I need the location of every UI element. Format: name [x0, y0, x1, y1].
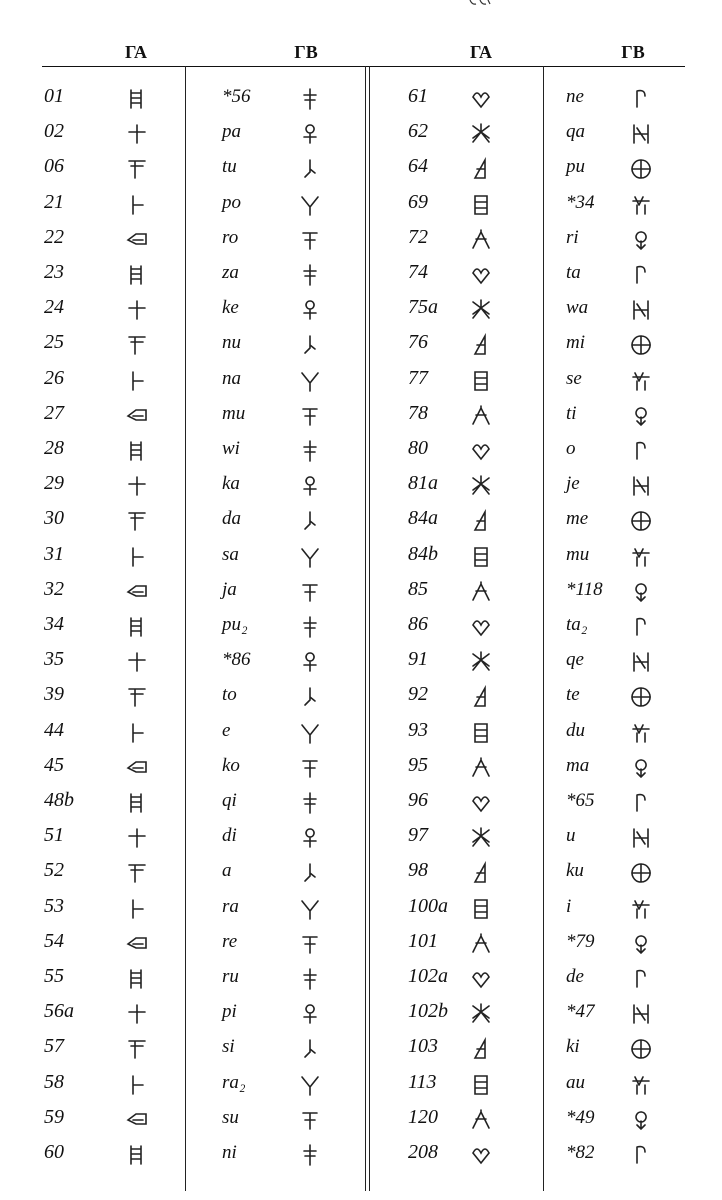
- linear-b-glyph: [622, 1065, 660, 1100]
- linear-a-glyph: [462, 431, 500, 466]
- linear-a-glyph: [118, 924, 156, 959]
- linear-b-glyph: [291, 677, 329, 712]
- sign-number-linear-a: 48b: [44, 789, 74, 811]
- table-row: [0, 220, 722, 255]
- table-row: [0, 853, 722, 888]
- linear-b-glyph: [291, 713, 329, 748]
- linear-b-glyph: [622, 607, 660, 642]
- linear-a-glyph: [462, 466, 500, 501]
- sign-value-linear-b: ku: [566, 860, 584, 882]
- table-row: [0, 79, 722, 114]
- sign-value-linear-b: tu: [222, 156, 237, 178]
- table-row: [0, 1135, 722, 1170]
- sign-value-linear-b: qi: [222, 790, 237, 811]
- sign-value-linear-b: te: [566, 684, 580, 706]
- linear-a-glyph: [118, 466, 156, 501]
- linear-b-glyph: [291, 220, 329, 255]
- linear-b-glyph: [622, 290, 660, 325]
- table-row: [0, 114, 722, 149]
- linear-a-glyph: [462, 396, 500, 431]
- sign-number-linear-a: 58: [44, 1070, 64, 1093]
- linear-b-glyph: [622, 1135, 660, 1170]
- table-row: [0, 1029, 722, 1064]
- linear-b-glyph: [622, 325, 660, 360]
- sign-number-linear-a: 102a: [408, 965, 448, 987]
- table-row: [0, 255, 722, 290]
- table-row: [0, 396, 722, 431]
- sign-number-linear-a: 95: [408, 753, 428, 776]
- sign-number-linear-a: 103: [408, 1035, 438, 1058]
- sign-value-linear-b: to: [222, 684, 237, 706]
- table-row: [0, 572, 722, 607]
- linear-a-glyph: [462, 290, 500, 325]
- linear-b-glyph: [291, 537, 329, 572]
- sign-value-linear-b: mi: [566, 332, 585, 354]
- linear-b-glyph: [622, 149, 660, 184]
- linear-a-glyph: [462, 220, 500, 255]
- sign-value-linear-b: *56: [222, 86, 251, 107]
- sign-value-linear-b: *79: [566, 930, 595, 952]
- sign-number-linear-a: 54: [44, 929, 64, 952]
- linear-b-glyph: [622, 783, 660, 818]
- sign-value-linear-b: pa: [222, 121, 241, 143]
- linear-b-glyph: [622, 677, 660, 712]
- sign-value-linear-b: ki: [566, 1036, 580, 1058]
- sign-number-linear-a: 208: [408, 1141, 438, 1163]
- sign-value-linear-b: *86: [222, 649, 251, 671]
- sign-value-linear-b: me: [566, 508, 589, 530]
- linear-b-glyph: [622, 185, 660, 220]
- linear-a-glyph: [462, 642, 500, 677]
- sign-value-linear-b: wa: [566, 297, 589, 319]
- linear-a-glyph: [462, 255, 500, 290]
- linear-a-glyph: [462, 1100, 500, 1135]
- table-row: [0, 501, 722, 536]
- linear-a-glyph: [118, 1065, 156, 1100]
- linear-a-glyph: [118, 220, 156, 255]
- sign-value-linear-b: ne: [566, 86, 584, 107]
- sign-number-linear-a: 62: [408, 120, 428, 143]
- linear-a-glyph: [462, 818, 500, 853]
- linear-a-glyph: [118, 290, 156, 325]
- linear-a-glyph: [462, 607, 500, 642]
- sign-number-linear-a: 52: [44, 859, 64, 882]
- linear-b-glyph: [291, 325, 329, 360]
- page-number-fragment: [468, 0, 492, 6]
- sign-number-linear-a: 84b: [408, 542, 438, 565]
- sign-number-linear-a: 23: [44, 261, 64, 283]
- sign-value-linear-b: wi: [222, 438, 240, 459]
- sign-number-linear-a: 120: [408, 1105, 438, 1128]
- sign-value-linear-b: di: [222, 825, 237, 847]
- sign-value-linear-b: *49: [566, 1106, 595, 1128]
- header-rule: [42, 66, 685, 67]
- linear-b-glyph: [291, 114, 329, 149]
- sign-value-linear-b: na: [222, 367, 241, 389]
- linear-b-glyph: [622, 537, 660, 572]
- sign-number-linear-a: 44: [44, 718, 64, 741]
- linear-a-glyph: [462, 361, 500, 396]
- sign-value-linear-b: du: [566, 719, 585, 741]
- linear-a-glyph: [118, 783, 156, 818]
- sign-value-linear-b: ti: [566, 402, 577, 424]
- sign-number-linear-a: 100a: [408, 894, 448, 917]
- sign-value-linear-b: ro: [222, 226, 239, 248]
- sign-number-linear-a: 72: [408, 225, 428, 248]
- linear-a-glyph: [462, 149, 500, 184]
- table-row: [0, 361, 722, 396]
- table-row: [0, 325, 722, 360]
- linear-a-glyph: [462, 677, 500, 712]
- sign-value-linear-b: pu: [566, 156, 585, 178]
- linear-a-glyph: [462, 501, 500, 536]
- sign-number-linear-a: 64: [408, 155, 428, 178]
- table-row: [0, 713, 722, 748]
- linear-b-glyph: [622, 642, 660, 677]
- table-row: [0, 959, 722, 994]
- sign-number-linear-a: 101: [408, 929, 438, 952]
- sign-number-linear-a: 06: [44, 155, 64, 178]
- sign-value-linear-b: ra: [222, 895, 239, 917]
- sign-number-linear-a: 24: [44, 296, 64, 319]
- linear-b-glyph: [291, 959, 329, 994]
- linear-b-glyph: [622, 924, 660, 959]
- linear-b-glyph: [622, 361, 660, 396]
- sign-number-linear-a: 55: [44, 965, 64, 987]
- linear-b-glyph: [291, 361, 329, 396]
- linear-b-glyph: [291, 431, 329, 466]
- linear-a-glyph: [118, 818, 156, 853]
- sign-value-linear-b: re: [222, 930, 238, 952]
- sign-value-linear-b: ja: [222, 578, 237, 600]
- sign-number-linear-a: 32: [44, 577, 64, 600]
- table-row: [0, 290, 722, 325]
- sign-number-linear-a: 80: [408, 437, 428, 459]
- sign-value-linear-b: ka: [222, 473, 240, 495]
- sign-value-linear-b: *118: [566, 578, 603, 600]
- linear-b-glyph: [622, 1029, 660, 1064]
- sign-value-linear-b: i: [566, 895, 572, 917]
- linear-a-glyph: [462, 748, 500, 783]
- linear-b-glyph: [622, 853, 660, 888]
- sign-number-linear-a: 21: [44, 190, 64, 213]
- sign-number-linear-a: 74: [408, 261, 428, 283]
- table-row: [0, 889, 722, 924]
- sign-value-linear-b: se: [566, 367, 582, 389]
- sign-value-linear-b: ri: [566, 226, 579, 248]
- linear-b-glyph: [291, 818, 329, 853]
- linear-b-glyph: [291, 290, 329, 325]
- linear-a-glyph: [462, 1029, 500, 1064]
- linear-b-glyph: [622, 572, 660, 607]
- sign-value-linear-b: nu: [222, 332, 241, 354]
- sign-value-linear-b: ke: [222, 297, 239, 319]
- linear-a-glyph: [462, 853, 500, 888]
- table-row: [0, 642, 722, 677]
- linear-a-glyph: [118, 994, 156, 1029]
- sign-number-linear-a: 25: [44, 331, 64, 354]
- linear-a-glyph: [118, 185, 156, 220]
- linear-a-glyph: [118, 537, 156, 572]
- linear-b-glyph: [291, 149, 329, 184]
- sign-value-linear-b: e: [222, 719, 231, 741]
- sign-number-linear-a: 86: [408, 613, 428, 635]
- linear-a-glyph: [462, 783, 500, 818]
- sign-value-linear-b: mu: [566, 543, 590, 565]
- linear-b-glyph: [622, 431, 660, 466]
- table-row: [0, 783, 722, 818]
- sign-number-linear-a: 75a: [408, 296, 438, 319]
- table-row: [0, 994, 722, 1029]
- sign-number-linear-a: 78: [408, 401, 428, 424]
- sign-value-linear-b: mu: [222, 402, 246, 424]
- linear-a-glyph: [462, 713, 500, 748]
- sign-number-linear-a: 77: [408, 366, 428, 389]
- sign-number-linear-a: 01: [44, 85, 64, 107]
- sign-number-linear-a: 81a: [408, 472, 438, 495]
- linear-b-glyph: [622, 748, 660, 783]
- sign-number-linear-a: 34: [44, 613, 64, 635]
- sign-value-linear-b: pi: [222, 1001, 237, 1023]
- header-linear-b-left: ΓΒ: [294, 42, 318, 62]
- linear-a-glyph: [462, 959, 500, 994]
- table-row: [0, 537, 722, 572]
- linear-b-glyph: [291, 501, 329, 536]
- table-row: [0, 149, 722, 184]
- linear-b-glyph: [622, 818, 660, 853]
- linear-a-glyph: [118, 677, 156, 712]
- linear-a-glyph: [118, 501, 156, 536]
- linear-a-glyph: [118, 325, 156, 360]
- sign-number-linear-a: 91: [408, 648, 428, 671]
- linear-a-glyph: [462, 185, 500, 220]
- sign-number-linear-a: 27: [44, 401, 64, 424]
- sign-value-linear-b: *82: [566, 1142, 595, 1163]
- linear-a-glyph: [462, 572, 500, 607]
- sign-value-linear-b: sa: [222, 543, 239, 565]
- linear-a-glyph: [118, 748, 156, 783]
- linear-a-glyph: [118, 572, 156, 607]
- linear-b-glyph: [291, 255, 329, 290]
- linear-a-glyph: [118, 79, 156, 114]
- linear-b-glyph: [291, 466, 329, 501]
- linear-b-glyph: [291, 396, 329, 431]
- sign-value-linear-b: ko: [222, 754, 240, 776]
- linear-b-glyph: [291, 994, 329, 1029]
- sign-value-linear-b: ra₂: [222, 1071, 246, 1093]
- linear-b-glyph: [622, 466, 660, 501]
- sign-number-linear-a: 85: [408, 577, 428, 600]
- sign-value-linear-b: de: [566, 966, 584, 987]
- sign-number-linear-a: 97: [408, 824, 428, 847]
- sign-value-linear-b: *47: [566, 1001, 595, 1023]
- table-row: [0, 466, 722, 501]
- linear-a-glyph: [462, 325, 500, 360]
- sign-value-linear-b: a: [222, 860, 232, 882]
- linear-b-glyph: [291, 748, 329, 783]
- sign-number-linear-a: 31: [44, 542, 64, 565]
- table-row: [0, 677, 722, 712]
- sign-value-linear-b: ru: [222, 966, 239, 987]
- sign-number-linear-a: 26: [44, 366, 64, 389]
- sign-value-linear-b: ta₂: [566, 614, 588, 635]
- linear-a-glyph: [118, 114, 156, 149]
- sign-value-linear-b: au: [566, 1071, 585, 1093]
- linear-a-glyph: [118, 149, 156, 184]
- sign-number-linear-a: 51: [44, 824, 64, 847]
- table-row: [0, 431, 722, 466]
- linear-a-glyph: [118, 713, 156, 748]
- linear-b-glyph: [622, 713, 660, 748]
- linear-a-glyph: [462, 1065, 500, 1100]
- linear-b-glyph: [291, 783, 329, 818]
- sign-value-linear-b: za: [222, 262, 239, 283]
- sign-number-linear-a: 45: [44, 753, 64, 776]
- linear-b-glyph: [291, 1065, 329, 1100]
- linear-a-glyph: [118, 431, 156, 466]
- sign-value-linear-b: u: [566, 825, 576, 847]
- sign-number-linear-a: 39: [44, 683, 64, 706]
- header-linear-a-right: ΓΑ: [469, 42, 493, 62]
- linear-a-glyph: [118, 361, 156, 396]
- linear-a-glyph: [462, 537, 500, 572]
- sign-number-linear-a: 60: [44, 1141, 64, 1163]
- table-row: [0, 924, 722, 959]
- linear-a-glyph: [118, 959, 156, 994]
- sign-number-linear-a: 96: [408, 789, 428, 811]
- sign-number-linear-a: 57: [44, 1035, 64, 1058]
- sign-number-linear-a: 69: [408, 190, 428, 213]
- linear-b-glyph: [622, 501, 660, 536]
- sign-value-linear-b: si: [222, 1036, 235, 1058]
- sign-number-linear-a: 28: [44, 437, 64, 459]
- linear-a-glyph: [118, 1100, 156, 1135]
- sign-number-linear-a: 61: [408, 85, 428, 107]
- sign-value-linear-b: *34: [566, 191, 595, 213]
- linear-a-glyph: [118, 396, 156, 431]
- linear-a-glyph: [462, 924, 500, 959]
- linear-b-glyph: [622, 114, 660, 149]
- sign-number-linear-a: 93: [408, 718, 428, 741]
- table-row: [0, 818, 722, 853]
- linear-b-glyph: [622, 1100, 660, 1135]
- linear-b-glyph: [291, 572, 329, 607]
- sign-number-linear-a: 29: [44, 472, 64, 495]
- sign-value-linear-b: ta: [566, 262, 581, 283]
- sign-value-linear-b: qe: [566, 649, 584, 671]
- linear-a-glyph: [118, 853, 156, 888]
- sign-value-linear-b: po: [222, 191, 241, 213]
- table-row: [0, 185, 722, 220]
- sign-number-linear-a: 02: [44, 120, 64, 143]
- linear-b-glyph: [622, 79, 660, 114]
- header-linear-b-right: ΓΒ: [621, 42, 645, 62]
- linear-b-glyph: [291, 642, 329, 677]
- sign-value-linear-b: ma: [566, 754, 590, 776]
- linear-b-glyph: [291, 79, 329, 114]
- linear-b-glyph: [291, 889, 329, 924]
- linear-b-glyph: [622, 959, 660, 994]
- linear-a-glyph: [462, 114, 500, 149]
- sign-number-linear-a: 35: [44, 648, 64, 671]
- linear-b-glyph: [291, 1135, 329, 1170]
- linear-b-glyph: [291, 185, 329, 220]
- linear-b-glyph: [291, 1029, 329, 1064]
- table-row: [0, 748, 722, 783]
- linear-b-glyph: [291, 1100, 329, 1135]
- linear-b-glyph: [622, 396, 660, 431]
- sign-number-linear-a: 59: [44, 1105, 64, 1128]
- sign-value-linear-b: pu₂: [222, 614, 248, 635]
- sign-value-linear-b: je: [566, 473, 580, 495]
- linear-a-glyph: [118, 607, 156, 642]
- linear-a-glyph: [462, 1135, 500, 1170]
- sign-number-linear-a: 30: [44, 507, 64, 530]
- sign-number-linear-a: 92: [408, 683, 428, 706]
- linear-b-glyph: [622, 889, 660, 924]
- sign-value-linear-b: su: [222, 1106, 239, 1128]
- linear-a-glyph: [462, 889, 500, 924]
- table-row: [0, 1065, 722, 1100]
- sign-number-linear-a: 98: [408, 859, 428, 882]
- table-row: [0, 607, 722, 642]
- linear-b-glyph: [291, 924, 329, 959]
- sign-value-linear-b: *65: [566, 790, 595, 811]
- sign-number-linear-a: 22: [44, 225, 64, 248]
- linear-a-glyph: [118, 1029, 156, 1064]
- sign-number-linear-a: 84a: [408, 507, 438, 530]
- sign-value-linear-b: qa: [566, 121, 585, 143]
- linear-a-glyph: [118, 642, 156, 677]
- linear-a-glyph: [462, 79, 500, 114]
- linear-b-glyph: [622, 994, 660, 1029]
- linear-a-glyph: [118, 255, 156, 290]
- sign-number-linear-a: 76: [408, 331, 428, 354]
- linear-b-glyph: [291, 607, 329, 642]
- sign-value-linear-b: da: [222, 508, 241, 530]
- table-row: [0, 1100, 722, 1135]
- sign-number-linear-a: 113: [408, 1070, 437, 1093]
- sign-number-linear-a: 53: [44, 894, 64, 917]
- sign-number-linear-a: 56a: [44, 1000, 74, 1023]
- linear-a-glyph: [462, 994, 500, 1029]
- linear-a-glyph: [118, 889, 156, 924]
- linear-b-glyph: [622, 255, 660, 290]
- header-linear-a-left: ΓΑ: [124, 42, 148, 62]
- sign-number-linear-a: 102b: [408, 1000, 448, 1023]
- linear-a-glyph: [118, 1135, 156, 1170]
- sign-value-linear-b: o: [566, 438, 576, 459]
- linear-b-glyph: [622, 220, 660, 255]
- sign-value-linear-b: ni: [222, 1142, 237, 1163]
- linear-b-glyph: [291, 853, 329, 888]
